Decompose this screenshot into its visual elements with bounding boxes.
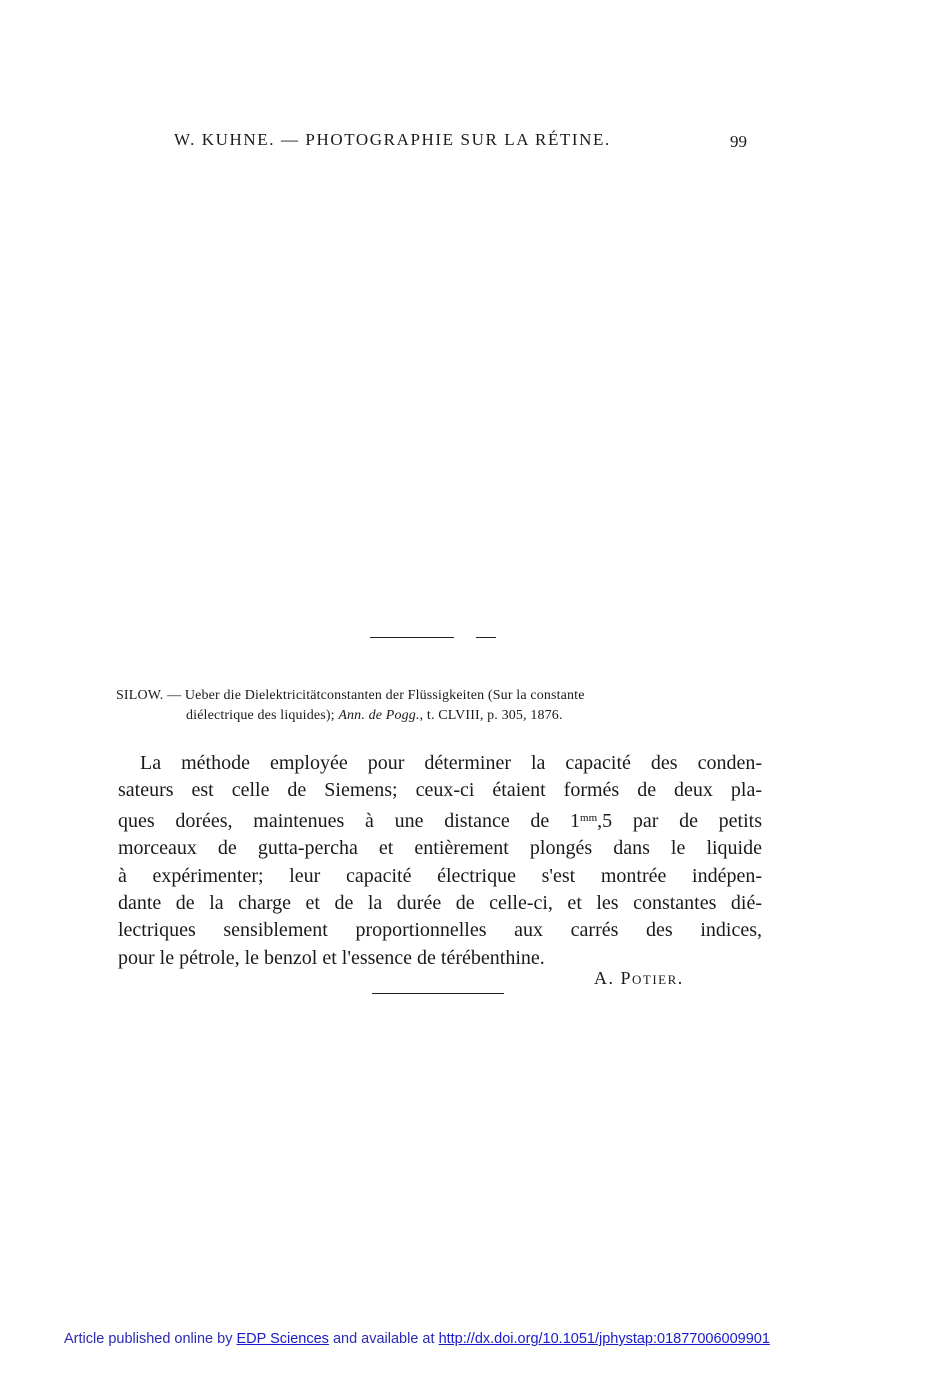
body-line: à expérimenter; leur capacité électrique s'est montrée indépen-	[118, 864, 762, 887]
section-divider	[370, 637, 454, 638]
reference-title-1: — Ueber die Dielektricitätconstanten der Flüssigkeiten (Sur la constante	[163, 688, 585, 703]
footer-prefix: Article published online by	[64, 1331, 237, 1347]
body-line: lectriques sensiblement proportionnelles aux carrés des indices,	[118, 919, 762, 942]
publication-footer	[64, 1331, 770, 1347]
footer-middle: and available at	[328, 1331, 439, 1347]
reference-journal: Ann. de Pogg.	[338, 708, 420, 723]
body-line: dante de la charge et de la durée de celle-ci, et les constantes dié-	[118, 892, 762, 915]
page-number: 99	[730, 132, 747, 151]
reference-author: SILOW.	[116, 688, 164, 703]
reference-citation: , t. CLVIII, p. 305, 1876.	[419, 708, 563, 723]
section-divider-short	[476, 637, 496, 638]
author-signature: A. Potier.	[594, 968, 684, 988]
unit-superscript: mm	[580, 811, 598, 824]
body-line: La méthode employée pour déterminer la capacité des conden-	[140, 752, 762, 774]
doi-link[interactable]: http://dx.doi.org/10.1051/jphystap:01877006009901	[438, 1331, 770, 1347]
body-line-tail: ,5 par de petits	[597, 809, 762, 832]
bibliographic-reference	[116, 686, 762, 726]
body-line-text: ques dorées, maintenues à une distance de 1	[118, 809, 581, 832]
body-line: sateurs est celle de Siemens; ceux-ci étaient formés de deux pla-	[118, 779, 762, 802]
publisher-link[interactable]: EDP Sciences	[236, 1331, 329, 1347]
body-line: morceaux de gutta-percha et entièrement plongés dans le liquide	[118, 837, 762, 860]
body-line	[118, 805, 762, 835]
body-line: pour le pétrole, le benzol et l'essence de térébenthine.	[118, 946, 545, 969]
body-paragraph	[118, 750, 762, 972]
end-rule	[372, 993, 504, 994]
running-head: W. KUHNE. — PHOTOGRAPHIE SUR LA RÉTINE.	[174, 130, 611, 149]
reference-title-2: diélectrique des liquides);	[186, 708, 339, 723]
